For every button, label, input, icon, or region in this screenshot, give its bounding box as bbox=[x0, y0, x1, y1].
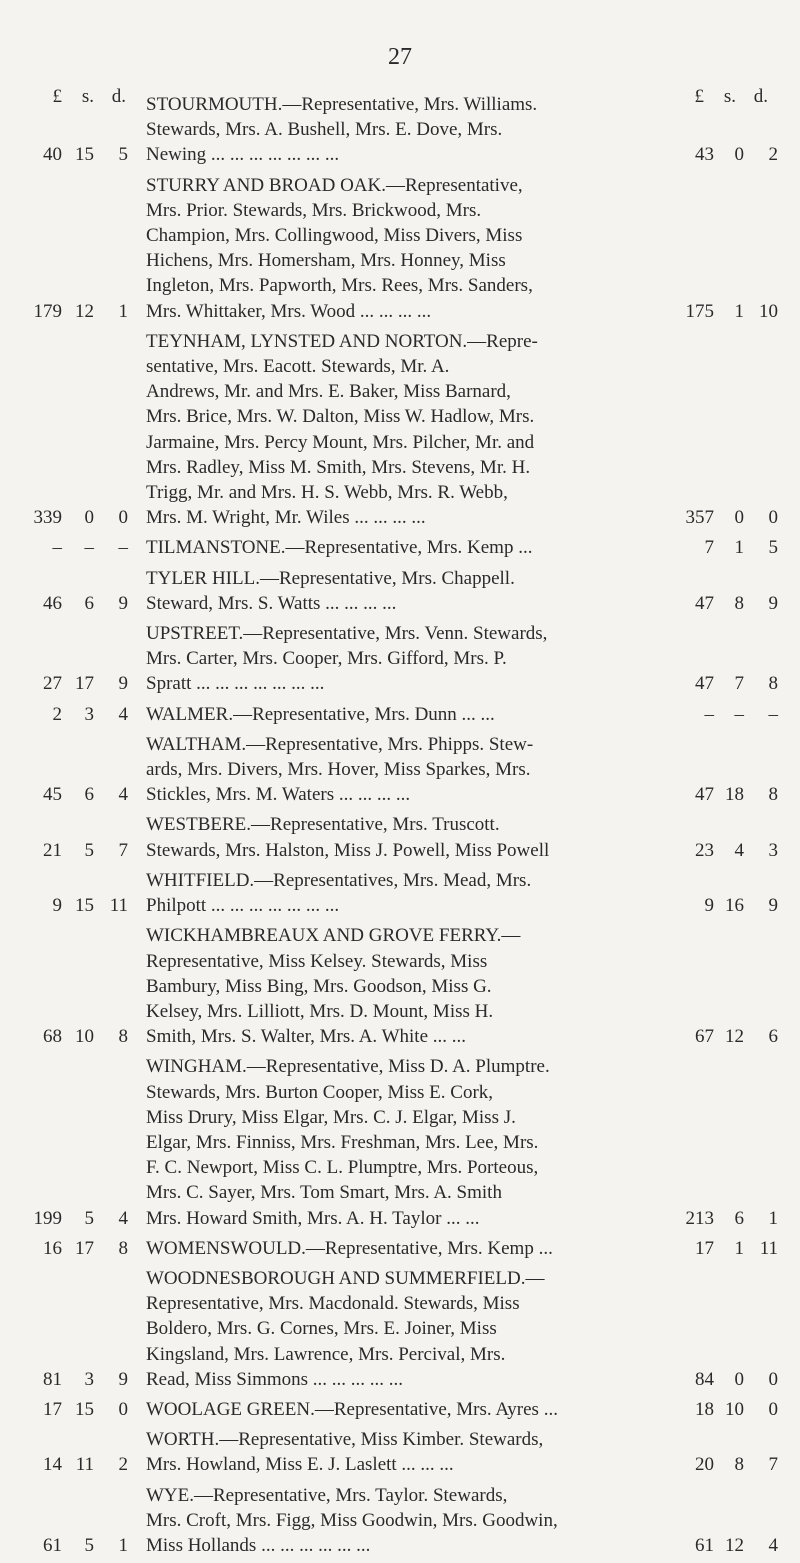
pence-value: 5 bbox=[768, 537, 778, 559]
entry-line: WICKHAMBREAUX AND GROVE FERRY.— bbox=[146, 925, 521, 947]
shillings-value: 1 bbox=[734, 1237, 744, 1259]
entry-line: WOOLAGE GREEN.—Representative, Mrs. Ayres ... bbox=[146, 1398, 558, 1420]
shillings-value: 10 bbox=[725, 1398, 744, 1420]
pence-value: 0 bbox=[118, 507, 128, 529]
entry-line: Kelsey, Mrs. Lilliott, Mrs. D. Mount, Miss H. bbox=[146, 1000, 494, 1022]
entry-line: Spratt ... ... ... ... ... ... ... bbox=[146, 673, 325, 695]
left-amount bbox=[22, 838, 128, 863]
entry-text bbox=[146, 535, 656, 560]
pounds-value: 47 bbox=[695, 784, 714, 806]
entry-line: Ingleton, Mrs. Papworth, Mrs. Rees, Mrs. Sanders, bbox=[146, 275, 533, 297]
left-amount bbox=[22, 299, 128, 324]
shillings-header: s. bbox=[723, 86, 736, 107]
pence-value: 6 bbox=[768, 1026, 778, 1048]
shillings-value: – bbox=[734, 703, 744, 725]
entry-line: Mrs. Carter, Mrs. Cooper, Mrs. Gifford, Mrs. P. bbox=[146, 648, 507, 670]
pence-value: 2 bbox=[768, 144, 778, 166]
shillings-value: 0 bbox=[734, 507, 744, 529]
pence-value: 7 bbox=[118, 839, 128, 861]
entry-line: Stewards, Mrs. A. Bushell, Mrs. E. Dove, Mrs. bbox=[146, 119, 503, 141]
entry-line: Steward, Mrs. S. Watts ... ... ... ... bbox=[146, 592, 397, 614]
pence-value: 10 bbox=[759, 300, 778, 322]
shillings-value: 12 bbox=[725, 1026, 744, 1048]
pounds-value: 43 bbox=[695, 144, 714, 166]
pounds-value: 61 bbox=[695, 1534, 714, 1556]
pence-header: d. bbox=[111, 86, 126, 107]
pounds-value: 68 bbox=[43, 1026, 62, 1048]
right-amount bbox=[670, 671, 778, 696]
list-item bbox=[0, 92, 800, 168]
entry-line: Stickles, Mrs. M. Waters ... ... ... ... bbox=[146, 784, 411, 806]
entry-line: sentative, Mrs. Eacott. Stewards, Mr. A. bbox=[146, 356, 450, 378]
pounds-value: 46 bbox=[43, 592, 62, 614]
list-item bbox=[0, 868, 800, 918]
pounds-value: 20 bbox=[695, 1454, 714, 1476]
right-amount bbox=[670, 591, 778, 616]
pence-value: 9 bbox=[768, 592, 778, 614]
entry-line: WALMER.—Representative, Mrs. Dunn ... ... bbox=[146, 703, 495, 725]
entry-text bbox=[146, 1397, 656, 1422]
entry-line: Stewards, Mrs. Burton Cooper, Miss E. Cork, bbox=[146, 1081, 494, 1103]
pounds-value: 9 bbox=[704, 895, 714, 917]
entry-text bbox=[146, 868, 656, 918]
entry-line: Champion, Mrs. Collingwood, Miss Divers, Miss bbox=[146, 225, 523, 247]
list-item bbox=[0, 1054, 800, 1230]
entry-line: Mrs. Brice, Mrs. W. Dalton, Miss W. Hadlow, Mrs. bbox=[146, 406, 535, 428]
entry-line: Boldero, Mrs. G. Cornes, Mrs. E. Joiner, Miss bbox=[146, 1318, 497, 1340]
shillings-value: 5 bbox=[84, 839, 94, 861]
shillings-value: 0 bbox=[84, 507, 94, 529]
entry-line: Newing ... ... ... ... ... ... ... bbox=[146, 144, 340, 166]
pounds-value: 14 bbox=[43, 1454, 62, 1476]
entry-line: Philpott ... ... ... ... ... ... ... bbox=[146, 895, 340, 917]
left-amount bbox=[22, 1236, 128, 1261]
pence-value: 4 bbox=[118, 784, 128, 806]
pence-value: 5 bbox=[118, 144, 128, 166]
entry-line: Andrews, Mr. and Mrs. E. Baker, Miss Barnard, bbox=[146, 381, 511, 403]
right-amount bbox=[670, 838, 778, 863]
entry-text bbox=[146, 621, 656, 697]
entry-text bbox=[146, 702, 656, 727]
right-amount bbox=[670, 535, 778, 560]
pounds-value: 7 bbox=[704, 537, 714, 559]
shillings-value: 4 bbox=[734, 839, 744, 861]
left-amount bbox=[22, 535, 128, 560]
list-item bbox=[0, 923, 800, 1049]
entry-line: Trigg, Mr. and Mrs. H. S. Webb, Mrs. R. Webb, bbox=[146, 482, 508, 504]
pence-value: 8 bbox=[118, 1237, 128, 1259]
right-amount bbox=[670, 893, 778, 918]
entry-line: WALTHAM.—Representative, Mrs. Phipps. Stew- bbox=[146, 733, 534, 755]
left-amount bbox=[22, 1452, 128, 1477]
shillings-value: 11 bbox=[75, 1454, 94, 1476]
list-item bbox=[0, 1427, 800, 1477]
entry-text bbox=[146, 1266, 656, 1392]
shillings-value: 6 bbox=[84, 784, 94, 806]
shillings-value: 12 bbox=[75, 300, 94, 322]
entry-line: Mrs. C. Sayer, Mrs. Tom Smart, Mrs. A. Smith bbox=[146, 1182, 502, 1204]
entry-line: F. C. Newport, Miss C. L. Plumptre, Mrs. Porteous, bbox=[146, 1157, 539, 1179]
shillings-value: 0 bbox=[734, 144, 744, 166]
entry-line: Mrs. Howard Smith, Mrs. A. H. Taylor ... ... bbox=[146, 1207, 480, 1229]
shillings-value: 6 bbox=[84, 592, 94, 614]
pence-value: – bbox=[768, 703, 778, 725]
right-amount bbox=[670, 1533, 778, 1558]
pence-value: 4 bbox=[118, 1207, 128, 1229]
entry-line: WOODNESBOROUGH AND SUMMERFIELD.— bbox=[146, 1267, 545, 1289]
right-amount bbox=[670, 1367, 778, 1392]
entry-line: Mrs. Radley, Miss M. Smith, Mrs. Stevens, Mr. H. bbox=[146, 456, 531, 478]
pence-value: 11 bbox=[759, 1237, 778, 1259]
shillings-value: 3 bbox=[84, 1368, 94, 1390]
left-amount bbox=[22, 1024, 128, 1049]
pounds-header: £ bbox=[694, 86, 704, 107]
shillings-value: 1 bbox=[734, 300, 744, 322]
entry-line: WYE.—Representative, Mrs. Taylor. Stewards, bbox=[146, 1484, 508, 1506]
shillings-value: 5 bbox=[84, 1207, 94, 1229]
left-amount bbox=[22, 1397, 128, 1422]
pounds-value: – bbox=[52, 537, 62, 559]
shillings-value: 15 bbox=[75, 144, 94, 166]
entry-text bbox=[146, 329, 656, 531]
list-item bbox=[0, 329, 800, 531]
pence-value: 11 bbox=[109, 895, 128, 917]
entry-text bbox=[146, 1483, 656, 1559]
entry-line: Mrs. Prior. Stewards, Mrs. Brickwood, Mrs. bbox=[146, 199, 482, 221]
pence-value: 4 bbox=[768, 1534, 778, 1556]
entry-line: STURRY AND BROAD OAK.—Representative, bbox=[146, 174, 523, 196]
shillings-value: 8 bbox=[734, 592, 744, 614]
pence-value: – bbox=[118, 537, 128, 559]
right-amount bbox=[670, 782, 778, 807]
pounds-value: 27 bbox=[43, 673, 62, 695]
pence-value: 9 bbox=[118, 673, 128, 695]
left-amount bbox=[22, 142, 128, 167]
shillings-value: 10 bbox=[75, 1026, 94, 1048]
entry-line: Kingsland, Mrs. Lawrence, Mrs. Percival, Mrs. bbox=[146, 1343, 506, 1365]
right-amount bbox=[670, 1236, 778, 1261]
left-amount bbox=[22, 671, 128, 696]
list-item bbox=[0, 1236, 800, 1261]
pence-value: 0 bbox=[768, 507, 778, 529]
right-amount bbox=[670, 1452, 778, 1477]
list-item bbox=[0, 702, 800, 727]
entry-line: WESTBERE.—Representative, Mrs. Truscott. bbox=[146, 814, 500, 836]
pounds-value: 17 bbox=[695, 1237, 714, 1259]
list-item bbox=[0, 1266, 800, 1392]
shillings-value: 7 bbox=[734, 673, 744, 695]
entry-line: WINGHAM.—Representative, Miss D. A. Plumptre. bbox=[146, 1056, 550, 1078]
entry-line: WORTH.—Representative, Miss Kimber. Stewards, bbox=[146, 1429, 544, 1451]
entry-line: Jarmaine, Mrs. Percy Mount, Mrs. Pilcher, Mr. and bbox=[146, 431, 535, 453]
pounds-value: 16 bbox=[43, 1237, 62, 1259]
entry-line: Representative, Miss Kelsey. Stewards, Miss bbox=[146, 950, 488, 972]
right-amount bbox=[670, 142, 778, 167]
shillings-value: 6 bbox=[734, 1207, 744, 1229]
left-amount bbox=[22, 1206, 128, 1231]
pounds-value: 357 bbox=[685, 507, 714, 529]
page-number: 27 bbox=[388, 44, 412, 70]
entry-line: Mrs. Croft, Mrs. Figg, Miss Goodwin, Mrs. Goodwin, bbox=[146, 1509, 558, 1531]
pence-value: 9 bbox=[118, 1368, 128, 1390]
entry-line: TYLER HILL.—Representative, Mrs. Chappell. bbox=[146, 567, 515, 589]
pence-value: 7 bbox=[768, 1454, 778, 1476]
entry-line: Representative, Mrs. Macdonald. Stewards, Miss bbox=[146, 1293, 520, 1315]
entry-line: Mrs. Whittaker, Mrs. Wood ... ... ... ... bbox=[146, 300, 432, 322]
entry-line: WOMENSWOULD.—Representative, Mrs. Kemp ... bbox=[146, 1237, 553, 1259]
list-item bbox=[0, 535, 800, 560]
list-item bbox=[0, 1397, 800, 1422]
entry-line: Stewards, Mrs. Halston, Miss J. Powell, Miss Powell bbox=[146, 839, 550, 861]
entry-line: Miss Drury, Miss Elgar, Mrs. C. J. Elgar, Miss J. bbox=[146, 1106, 516, 1128]
entry-line: ards, Mrs. Divers, Mrs. Hover, Miss Sparkes, Mrs. bbox=[146, 759, 531, 781]
pounds-value: 45 bbox=[43, 784, 62, 806]
shillings-value: 15 bbox=[75, 895, 94, 917]
pence-value: 9 bbox=[768, 895, 778, 917]
pence-value: 1 bbox=[118, 300, 128, 322]
right-amount bbox=[670, 1024, 778, 1049]
pounds-value: 81 bbox=[43, 1368, 62, 1390]
pence-value: 4 bbox=[118, 703, 128, 725]
pounds-value: 84 bbox=[695, 1368, 714, 1390]
pounds-header: £ bbox=[52, 86, 62, 107]
list-item bbox=[0, 173, 800, 324]
pence-value: 8 bbox=[768, 673, 778, 695]
shillings-value: 16 bbox=[725, 895, 744, 917]
entry-line: UPSTREET.—Representative, Mrs. Venn. Stewards, bbox=[146, 623, 548, 645]
pounds-value: – bbox=[704, 703, 714, 725]
pence-value: 8 bbox=[768, 784, 778, 806]
pounds-value: 199 bbox=[33, 1207, 62, 1229]
shillings-value: 15 bbox=[75, 1398, 94, 1420]
pounds-value: 67 bbox=[695, 1026, 714, 1048]
entry-text bbox=[146, 812, 656, 862]
pounds-value: 18 bbox=[695, 1398, 714, 1420]
entry-text bbox=[146, 732, 656, 808]
pounds-value: 9 bbox=[52, 895, 62, 917]
entry-line: Mrs. Howland, Miss E. J. Laslett ... ... ... bbox=[146, 1454, 454, 1476]
list-item bbox=[0, 621, 800, 697]
shillings-value: 12 bbox=[725, 1534, 744, 1556]
entry-line: Miss Hollands ... ... ... ... ... ... bbox=[146, 1534, 371, 1556]
pounds-value: 2 bbox=[52, 703, 62, 725]
shillings-value: 3 bbox=[84, 703, 94, 725]
shillings-header: s. bbox=[81, 86, 94, 107]
entry-line: Bambury, Miss Bing, Mrs. Goodson, Miss G. bbox=[146, 975, 492, 997]
pence-value: 0 bbox=[768, 1398, 778, 1420]
shillings-value: 18 bbox=[725, 784, 744, 806]
entry-text bbox=[146, 566, 656, 616]
list-item bbox=[0, 732, 800, 808]
entry-text bbox=[146, 1054, 656, 1230]
left-amount bbox=[22, 702, 128, 727]
entry-text bbox=[146, 923, 656, 1049]
left-amount bbox=[22, 893, 128, 918]
shillings-value: 5 bbox=[84, 1534, 94, 1556]
pounds-value: 61 bbox=[43, 1534, 62, 1556]
pence-value: 1 bbox=[768, 1207, 778, 1229]
pounds-value: 179 bbox=[33, 300, 62, 322]
entry-line: Mrs. M. Wright, Mr. Wiles ... ... ... ... bbox=[146, 507, 426, 529]
pence-value: 0 bbox=[118, 1398, 128, 1420]
pounds-value: 23 bbox=[695, 839, 714, 861]
pence-header: d. bbox=[753, 86, 768, 107]
entry-line: TILMANSTONE.—Representative, Mrs. Kemp ... bbox=[146, 537, 533, 559]
shillings-value: 17 bbox=[75, 673, 94, 695]
entries-list bbox=[0, 92, 800, 1563]
list-item bbox=[0, 1483, 800, 1559]
left-amount bbox=[22, 505, 128, 530]
pounds-value: 17 bbox=[43, 1398, 62, 1420]
pence-value: 9 bbox=[118, 592, 128, 614]
pounds-value: 213 bbox=[685, 1207, 714, 1229]
left-amount bbox=[22, 1367, 128, 1392]
entry-line: Smith, Mrs. S. Walter, Mrs. A. White ... ... bbox=[146, 1026, 467, 1048]
entry-text bbox=[146, 1427, 656, 1477]
entry-line: TEYNHAM, LYNSTED AND NORTON.—Repre- bbox=[146, 330, 538, 352]
shillings-value: – bbox=[84, 537, 94, 559]
entry-line: Hichens, Mrs. Homersham, Mrs. Honney, Miss bbox=[146, 250, 506, 272]
right-amount bbox=[670, 1397, 778, 1422]
entry-line: Read, Miss Simmons ... ... ... ... ... bbox=[146, 1368, 404, 1390]
list-item bbox=[0, 812, 800, 862]
entry-line: Elgar, Mrs. Finniss, Mrs. Freshman, Mrs. Lee, Mrs. bbox=[146, 1131, 539, 1153]
pounds-value: 40 bbox=[43, 144, 62, 166]
left-amount bbox=[22, 1533, 128, 1558]
pence-value: 0 bbox=[768, 1368, 778, 1390]
right-amount bbox=[670, 299, 778, 324]
entry-line: WHITFIELD.—Representatives, Mrs. Mead, Mrs. bbox=[146, 869, 532, 891]
shillings-value: 17 bbox=[75, 1237, 94, 1259]
list-item bbox=[0, 566, 800, 616]
left-amount bbox=[22, 591, 128, 616]
right-amount bbox=[670, 1206, 778, 1231]
shillings-value: 8 bbox=[734, 1454, 744, 1476]
pence-value: 2 bbox=[118, 1454, 128, 1476]
left-amount bbox=[22, 782, 128, 807]
shillings-value: 0 bbox=[734, 1368, 744, 1390]
pence-value: 8 bbox=[118, 1026, 128, 1048]
pence-value: 1 bbox=[118, 1534, 128, 1556]
entry-text bbox=[146, 1236, 656, 1261]
pounds-value: 339 bbox=[33, 507, 62, 529]
pence-value: 3 bbox=[768, 839, 778, 861]
pounds-value: 175 bbox=[685, 300, 714, 322]
pounds-value: 21 bbox=[43, 839, 62, 861]
entry-text bbox=[146, 92, 656, 168]
entry-text bbox=[146, 173, 656, 324]
right-amount bbox=[670, 505, 778, 530]
pounds-value: 47 bbox=[695, 592, 714, 614]
pounds-value: 47 bbox=[695, 673, 714, 695]
shillings-value: 1 bbox=[734, 537, 744, 559]
entry-line: STOURMOUTH.—Representative, Mrs. Williams. bbox=[146, 94, 538, 115]
right-amount bbox=[670, 702, 778, 727]
